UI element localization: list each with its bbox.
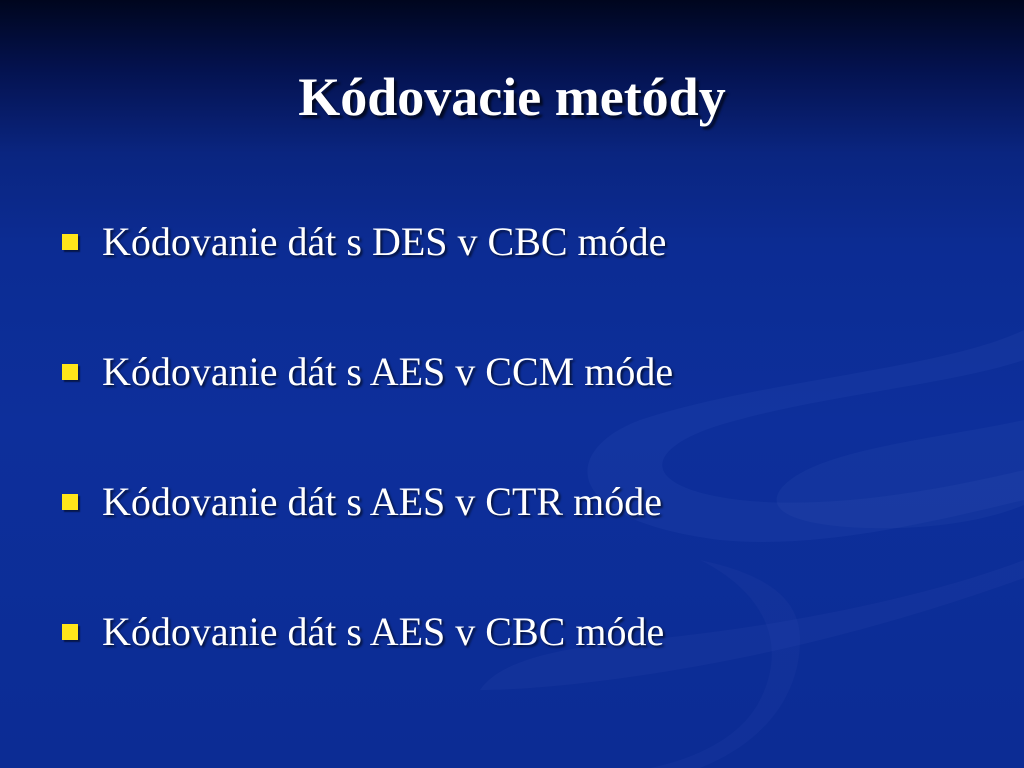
bullet-text: Kódovanie dát s AES v CCM móde [102, 349, 674, 394]
slide-title: Kódovacie metódy [298, 67, 726, 127]
list-item [62, 346, 673, 398]
square-bullet-icon [62, 234, 78, 250]
list-item [62, 216, 666, 268]
bullet-text: Kódovanie dát s AES v CBC móde [102, 609, 665, 654]
list-item [62, 606, 664, 658]
bullet-text: Kódovanie dát s DES v CBC móde [102, 219, 667, 264]
square-bullet-icon [62, 624, 78, 640]
bullet-text: Kódovanie dát s AES v CTR móde [102, 479, 662, 524]
square-bullet-icon [62, 364, 78, 380]
bullet-list [62, 0, 1002, 768]
list-item [62, 476, 662, 528]
square-bullet-icon [62, 494, 78, 510]
